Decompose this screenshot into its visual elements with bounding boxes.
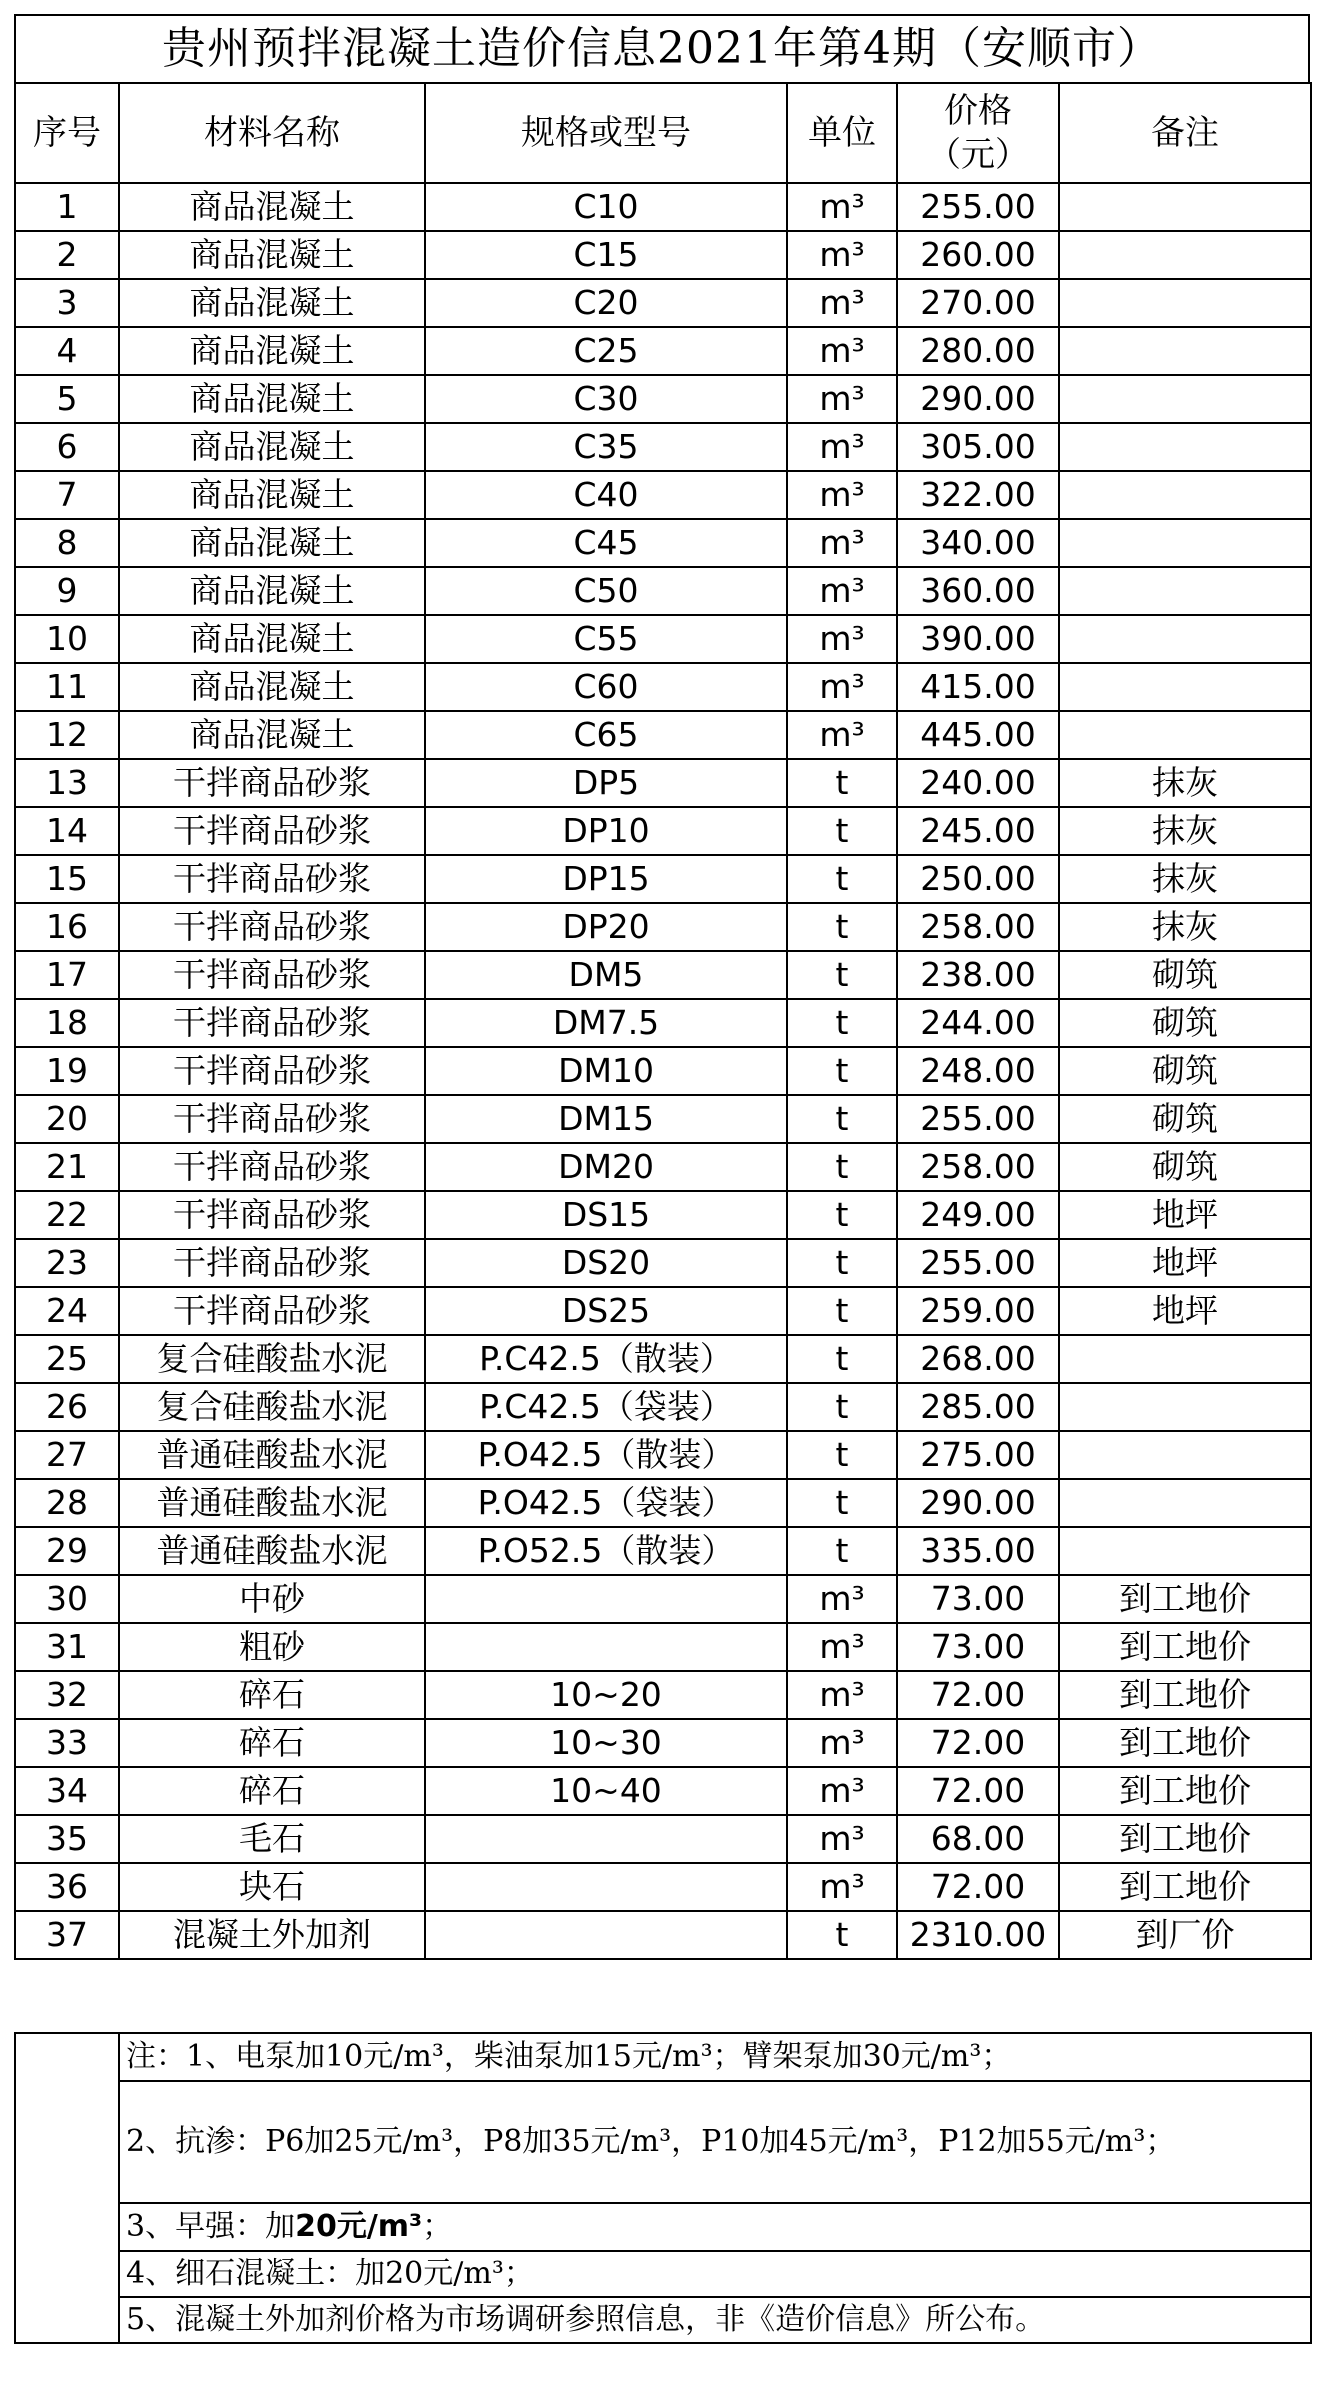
cell-unit: m³ <box>787 1815 897 1863</box>
cell-name: 商品混凝土 <box>119 519 425 567</box>
cell-spec: C60 <box>425 663 787 711</box>
table-row <box>15 1239 1311 1287</box>
cell-unit: m³ <box>787 423 897 471</box>
cell-unit: m³ <box>787 327 897 375</box>
table-row <box>15 903 1311 951</box>
cell-unit: m³ <box>787 375 897 423</box>
cell-no: 12 <box>15 711 119 759</box>
cell-spec <box>425 1623 787 1671</box>
price-table <box>14 82 1312 1960</box>
cell-remark <box>1059 231 1311 279</box>
cell-spec: DP15 <box>425 855 787 903</box>
cell-price: 268.00 <box>897 1335 1059 1383</box>
cell-unit: t <box>787 1383 897 1431</box>
cell-no: 13 <box>15 759 119 807</box>
note-3 <box>119 2203 1311 2251</box>
table-row <box>15 615 1311 663</box>
cell-spec: C55 <box>425 615 787 663</box>
cell-price: 240.00 <box>897 759 1059 807</box>
cell-unit: m³ <box>787 711 897 759</box>
cell-spec <box>425 1911 787 1959</box>
cell-no: 5 <box>15 375 119 423</box>
cell-remark: 抹灰 <box>1059 807 1311 855</box>
cell-spec: DM20 <box>425 1143 787 1191</box>
cell-remark <box>1059 423 1311 471</box>
cell-remark: 砌筑 <box>1059 951 1311 999</box>
cell-price: 72.00 <box>897 1767 1059 1815</box>
cell-name: 干拌商品砂浆 <box>119 855 425 903</box>
cell-name: 商品混凝土 <box>119 663 425 711</box>
note-5: 5、混凝土外加剂价格为市场调研参照信息，非《造价信息》所公布。 <box>119 2297 1311 2343</box>
cell-name: 块石 <box>119 1863 425 1911</box>
cell-remark <box>1059 1479 1311 1527</box>
note-2: 2、抗渗：P6加25元/m³，P8加35元/m³，P10加45元/m³，P12加55元/m³； <box>119 2081 1311 2203</box>
cell-no: 33 <box>15 1719 119 1767</box>
cell-no: 36 <box>15 1863 119 1911</box>
cell-no: 35 <box>15 1815 119 1863</box>
cell-spec: P.O42.5（袋装） <box>425 1479 787 1527</box>
cell-name: 商品混凝土 <box>119 423 425 471</box>
cell-name: 毛石 <box>119 1815 425 1863</box>
note-4: 4、细石混凝土：加20元/m³； <box>119 2251 1311 2297</box>
cell-no: 37 <box>15 1911 119 1959</box>
cell-remark: 到工地价 <box>1059 1767 1311 1815</box>
cell-name: 粗砂 <box>119 1623 425 1671</box>
table-row <box>15 279 1311 327</box>
cell-spec: 10~40 <box>425 1767 787 1815</box>
cell-name: 干拌商品砂浆 <box>119 999 425 1047</box>
cell-name: 干拌商品砂浆 <box>119 1143 425 1191</box>
cell-unit: t <box>787 1479 897 1527</box>
cell-spec <box>425 1815 787 1863</box>
header-unit: 单位 <box>787 83 897 183</box>
table-row <box>15 231 1311 279</box>
cell-no: 3 <box>15 279 119 327</box>
cell-unit: m³ <box>787 183 897 231</box>
cell-remark: 到工地价 <box>1059 1671 1311 1719</box>
notes-table <box>14 2032 1312 2344</box>
cell-remark: 抹灰 <box>1059 759 1311 807</box>
cell-unit: m³ <box>787 1671 897 1719</box>
cell-remark <box>1059 1383 1311 1431</box>
cell-price: 255.00 <box>897 1239 1059 1287</box>
cell-unit: m³ <box>787 1863 897 1911</box>
cell-price: 255.00 <box>897 1095 1059 1143</box>
cell-unit: t <box>787 951 897 999</box>
note-1: 注：1、电泵加10元/m³，柴油泵加15元/m³；臂架泵加30元/m³； <box>119 2033 1311 2081</box>
cell-no: 31 <box>15 1623 119 1671</box>
cell-unit: m³ <box>787 231 897 279</box>
cell-price: 390.00 <box>897 615 1059 663</box>
cell-price: 415.00 <box>897 663 1059 711</box>
table-row <box>15 423 1311 471</box>
cell-price: 250.00 <box>897 855 1059 903</box>
cell-remark: 砌筑 <box>1059 1143 1311 1191</box>
table-row <box>15 1383 1311 1431</box>
cell-price: 244.00 <box>897 999 1059 1047</box>
cell-name: 商品混凝土 <box>119 327 425 375</box>
table-row <box>15 1575 1311 1623</box>
cell-no: 34 <box>15 1767 119 1815</box>
cell-price: 285.00 <box>897 1383 1059 1431</box>
cell-price: 258.00 <box>897 1143 1059 1191</box>
cell-spec: DS25 <box>425 1287 787 1335</box>
cell-unit: m³ <box>787 1623 897 1671</box>
cell-unit: t <box>787 1047 897 1095</box>
cell-remark: 到工地价 <box>1059 1815 1311 1863</box>
cell-spec: C45 <box>425 519 787 567</box>
notes-blank-cell <box>15 2033 119 2343</box>
table-row <box>15 327 1311 375</box>
cell-price: 245.00 <box>897 807 1059 855</box>
table-row <box>15 1671 1311 1719</box>
table-row <box>15 1719 1311 1767</box>
cell-no: 22 <box>15 1191 119 1239</box>
header-name: 材料名称 <box>119 83 425 183</box>
cell-remark <box>1059 375 1311 423</box>
table-row <box>15 567 1311 615</box>
cell-price: 340.00 <box>897 519 1059 567</box>
cell-remark: 砌筑 <box>1059 999 1311 1047</box>
cell-spec: DM15 <box>425 1095 787 1143</box>
cell-name: 干拌商品砂浆 <box>119 1047 425 1095</box>
table-row <box>15 1143 1311 1191</box>
header-no: 序号 <box>15 83 119 183</box>
cell-remark <box>1059 327 1311 375</box>
cell-remark: 抹灰 <box>1059 855 1311 903</box>
cell-unit: m³ <box>787 471 897 519</box>
cell-name: 商品混凝土 <box>119 567 425 615</box>
cell-spec <box>425 1575 787 1623</box>
cell-spec: C25 <box>425 327 787 375</box>
table-row <box>15 807 1311 855</box>
cell-no: 19 <box>15 1047 119 1095</box>
cell-no: 2 <box>15 231 119 279</box>
cell-spec: DS15 <box>425 1191 787 1239</box>
cell-price: 238.00 <box>897 951 1059 999</box>
cell-price: 335.00 <box>897 1527 1059 1575</box>
cell-name: 干拌商品砂浆 <box>119 1287 425 1335</box>
cell-no: 20 <box>15 1095 119 1143</box>
cell-name: 干拌商品砂浆 <box>119 807 425 855</box>
cell-price: 360.00 <box>897 567 1059 615</box>
table-row <box>15 1335 1311 1383</box>
cell-name: 复合硅酸盐水泥 <box>119 1335 425 1383</box>
header-price-line1: 价格 <box>944 91 1012 131</box>
cell-spec: DM5 <box>425 951 787 999</box>
cell-price: 73.00 <box>897 1575 1059 1623</box>
cell-name: 干拌商品砂浆 <box>119 903 425 951</box>
table-row <box>15 951 1311 999</box>
cell-remark <box>1059 471 1311 519</box>
cell-price: 270.00 <box>897 279 1059 327</box>
cell-remark: 抹灰 <box>1059 903 1311 951</box>
cell-name: 混凝土外加剂 <box>119 1911 425 1959</box>
table-row <box>15 183 1311 231</box>
header-remark: 备注 <box>1059 83 1311 183</box>
cell-no: 17 <box>15 951 119 999</box>
table-row <box>15 519 1311 567</box>
cell-unit: m³ <box>787 1575 897 1623</box>
cell-unit: t <box>787 759 897 807</box>
cell-remark <box>1059 1431 1311 1479</box>
cell-spec: C10 <box>425 183 787 231</box>
table-row <box>15 1047 1311 1095</box>
header-price-line2: （元） <box>927 135 1029 175</box>
cell-remark <box>1059 711 1311 759</box>
cell-spec: C65 <box>425 711 787 759</box>
cell-remark: 到工地价 <box>1059 1623 1311 1671</box>
table-row <box>15 711 1311 759</box>
cell-name: 干拌商品砂浆 <box>119 1095 425 1143</box>
cell-unit: m³ <box>787 615 897 663</box>
cell-no: 10 <box>15 615 119 663</box>
cell-unit: t <box>787 903 897 951</box>
cell-remark: 地坪 <box>1059 1239 1311 1287</box>
cell-spec: P.O42.5（散装） <box>425 1431 787 1479</box>
cell-spec: P.C42.5（散装） <box>425 1335 787 1383</box>
cell-no: 23 <box>15 1239 119 1287</box>
table-row <box>15 1191 1311 1239</box>
cell-remark: 到工地价 <box>1059 1575 1311 1623</box>
table-body <box>15 183 1311 1959</box>
cell-unit: t <box>787 1335 897 1383</box>
cell-no: 4 <box>15 327 119 375</box>
cell-price: 275.00 <box>897 1431 1059 1479</box>
cell-spec: C30 <box>425 375 787 423</box>
cell-remark: 地坪 <box>1059 1191 1311 1239</box>
cell-price: 259.00 <box>897 1287 1059 1335</box>
cell-no: 14 <box>15 807 119 855</box>
note-3-suffix: ； <box>422 2209 453 2244</box>
table-row <box>15 663 1311 711</box>
cell-name: 干拌商品砂浆 <box>119 951 425 999</box>
cell-price: 72.00 <box>897 1863 1059 1911</box>
table-row <box>15 759 1311 807</box>
cell-name: 商品混凝土 <box>119 231 425 279</box>
cell-unit: m³ <box>787 1767 897 1815</box>
cell-price: 305.00 <box>897 423 1059 471</box>
cell-name: 干拌商品砂浆 <box>119 1239 425 1287</box>
cell-name: 碎石 <box>119 1671 425 1719</box>
cell-remark: 地坪 <box>1059 1287 1311 1335</box>
table-row <box>15 999 1311 1047</box>
table-row <box>15 375 1311 423</box>
header-price <box>897 83 1059 183</box>
cell-price: 445.00 <box>897 711 1059 759</box>
cell-price: 249.00 <box>897 1191 1059 1239</box>
cell-price: 248.00 <box>897 1047 1059 1095</box>
table-row <box>15 855 1311 903</box>
cell-spec: C20 <box>425 279 787 327</box>
cell-spec: 10~30 <box>425 1719 787 1767</box>
cell-spec: DP10 <box>425 807 787 855</box>
cell-name: 商品混凝土 <box>119 375 425 423</box>
cell-remark <box>1059 279 1311 327</box>
cell-price: 280.00 <box>897 327 1059 375</box>
cell-remark <box>1059 615 1311 663</box>
cell-price: 290.00 <box>897 375 1059 423</box>
cell-remark <box>1059 567 1311 615</box>
cell-no: 1 <box>15 183 119 231</box>
cell-no: 7 <box>15 471 119 519</box>
cell-name: 商品混凝土 <box>119 183 425 231</box>
cell-name: 干拌商品砂浆 <box>119 759 425 807</box>
cell-unit: m³ <box>787 567 897 615</box>
cell-unit: m³ <box>787 519 897 567</box>
table-row <box>15 1767 1311 1815</box>
cell-unit: t <box>787 807 897 855</box>
cell-unit: t <box>787 1239 897 1287</box>
cell-name: 碎石 <box>119 1767 425 1815</box>
cell-no: 27 <box>15 1431 119 1479</box>
cell-spec: C35 <box>425 423 787 471</box>
cell-remark: 到工地价 <box>1059 1719 1311 1767</box>
cell-spec: C15 <box>425 231 787 279</box>
cell-unit: m³ <box>787 663 897 711</box>
table-row <box>15 471 1311 519</box>
cell-remark: 到厂价 <box>1059 1911 1311 1959</box>
cell-spec: DM7.5 <box>425 999 787 1047</box>
cell-price: 72.00 <box>897 1671 1059 1719</box>
cell-unit: t <box>787 999 897 1047</box>
cell-name: 碎石 <box>119 1719 425 1767</box>
cell-unit: t <box>787 855 897 903</box>
header-row <box>15 83 1311 183</box>
cell-no: 18 <box>15 999 119 1047</box>
table-row <box>15 1095 1311 1143</box>
table-row <box>15 1287 1311 1335</box>
cell-price: 290.00 <box>897 1479 1059 1527</box>
cell-remark: 砌筑 <box>1059 1095 1311 1143</box>
cell-spec: 10~20 <box>425 1671 787 1719</box>
cell-spec: P.O52.5（散装） <box>425 1527 787 1575</box>
cell-name: 普通硅酸盐水泥 <box>119 1527 425 1575</box>
header-spec: 规格或型号 <box>425 83 787 183</box>
cell-spec: DS20 <box>425 1239 787 1287</box>
cell-name: 普通硅酸盐水泥 <box>119 1479 425 1527</box>
cell-unit: t <box>787 1287 897 1335</box>
cell-name: 中砂 <box>119 1575 425 1623</box>
cell-price: 260.00 <box>897 231 1059 279</box>
cell-name: 干拌商品砂浆 <box>119 1191 425 1239</box>
cell-spec: P.C42.5（袋装） <box>425 1383 787 1431</box>
cell-remark <box>1059 519 1311 567</box>
cell-spec: C40 <box>425 471 787 519</box>
cell-spec: C50 <box>425 567 787 615</box>
cell-price: 72.00 <box>897 1719 1059 1767</box>
table-row <box>15 1527 1311 1575</box>
cell-price: 258.00 <box>897 903 1059 951</box>
cell-no: 15 <box>15 855 119 903</box>
cell-unit: t <box>787 1431 897 1479</box>
cell-price: 73.00 <box>897 1623 1059 1671</box>
cell-unit: t <box>787 1095 897 1143</box>
cell-unit: t <box>787 1527 897 1575</box>
table-row <box>15 1479 1311 1527</box>
cell-spec: DM10 <box>425 1047 787 1095</box>
cell-price: 255.00 <box>897 183 1059 231</box>
cell-price: 2310.00 <box>897 1911 1059 1959</box>
cell-no: 16 <box>15 903 119 951</box>
cell-no: 24 <box>15 1287 119 1335</box>
cell-no: 25 <box>15 1335 119 1383</box>
cell-name: 商品混凝土 <box>119 711 425 759</box>
table-row <box>15 1431 1311 1479</box>
cell-name: 商品混凝土 <box>119 615 425 663</box>
cell-no: 6 <box>15 423 119 471</box>
cell-no: 21 <box>15 1143 119 1191</box>
cell-no: 28 <box>15 1479 119 1527</box>
cell-remark <box>1059 1335 1311 1383</box>
cell-no: 26 <box>15 1383 119 1431</box>
cell-unit: m³ <box>787 1719 897 1767</box>
cell-name: 商品混凝土 <box>119 471 425 519</box>
note-3-amount: 20元/m³ <box>295 2209 423 2244</box>
table-row <box>15 1863 1311 1911</box>
cell-unit: m³ <box>787 279 897 327</box>
cell-price: 322.00 <box>897 471 1059 519</box>
cell-unit: t <box>787 1911 897 1959</box>
cell-no: 30 <box>15 1575 119 1623</box>
cell-remark <box>1059 663 1311 711</box>
cell-remark <box>1059 1527 1311 1575</box>
cell-remark: 到工地价 <box>1059 1863 1311 1911</box>
cell-remark: 砌筑 <box>1059 1047 1311 1095</box>
note-3-prefix: 3、早强：加 <box>126 2209 296 2244</box>
table-row <box>15 1911 1311 1959</box>
cell-no: 8 <box>15 519 119 567</box>
sheet-title: 贵州预拌混凝土造价信息2021年第4期（安顺市） <box>14 14 1310 82</box>
table-row <box>15 1815 1311 1863</box>
cell-spec <box>425 1863 787 1911</box>
cell-name: 商品混凝土 <box>119 279 425 327</box>
cell-remark <box>1059 183 1311 231</box>
table-row <box>15 1623 1311 1671</box>
cell-no: 11 <box>15 663 119 711</box>
cell-unit: t <box>787 1191 897 1239</box>
cell-name: 复合硅酸盐水泥 <box>119 1383 425 1431</box>
cell-spec: DP5 <box>425 759 787 807</box>
cell-price: 68.00 <box>897 1815 1059 1863</box>
cell-no: 32 <box>15 1671 119 1719</box>
cell-spec: DP20 <box>425 903 787 951</box>
cell-unit: t <box>787 1143 897 1191</box>
cell-no: 9 <box>15 567 119 615</box>
cell-no: 29 <box>15 1527 119 1575</box>
cell-name: 普通硅酸盐水泥 <box>119 1431 425 1479</box>
